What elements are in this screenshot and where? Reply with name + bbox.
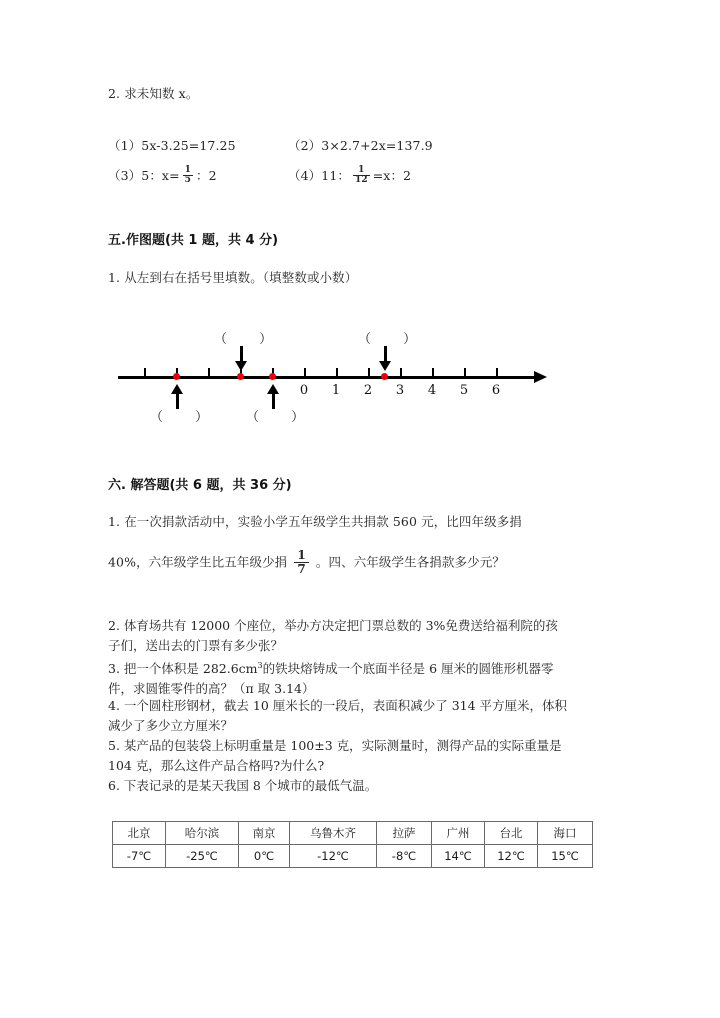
temperature-cell: 14℃ xyxy=(432,845,485,868)
equation-4-numerator: 1 xyxy=(358,164,365,175)
problem-3-exponent: 3 xyxy=(257,661,263,670)
axis-label-3: 3 xyxy=(395,383,405,398)
tick-mark xyxy=(304,368,306,377)
number-line-axis xyxy=(118,376,536,379)
problem-3-post: 的铁块熔铸成一个底面半径是 6 厘米的圆锥形机器零件，求圆锥零件的高？（π 取 3.14） xyxy=(108,661,554,697)
axis-label-0: 0 xyxy=(299,383,309,398)
temperature-cell: 0℃ xyxy=(239,845,290,868)
number-line-figure xyxy=(118,328,558,426)
equation-3-label: （3） xyxy=(108,168,142,183)
blank-paren-below-1[interactable]: （ ） xyxy=(150,410,223,425)
problem-1-fraction xyxy=(294,549,308,575)
equation-2-text: 3×2.7+2x=137.9 xyxy=(321,138,433,153)
equation-4-pre: 11： xyxy=(321,168,350,183)
tick-mark xyxy=(368,368,370,377)
marked-point-dot xyxy=(269,373,276,380)
equation-item-1 xyxy=(108,136,236,155)
equation-item-4 xyxy=(288,166,411,186)
equation-4-post: =x：2 xyxy=(372,168,412,183)
drawing-question: 1. 从左到右在括号里填数。（填整数或小数） xyxy=(108,270,358,285)
tick-mark xyxy=(496,368,498,377)
equation-item-3 xyxy=(108,166,217,186)
problem-3-text xyxy=(108,656,566,699)
temperature-table xyxy=(112,821,593,868)
city-cell: 乌鲁木齐 xyxy=(290,822,377,845)
section-heading-solving: 六. 解答题(共 6 题，共 36 分) xyxy=(108,478,292,493)
equation-3-pre: 5：x= xyxy=(141,168,180,183)
tick-mark xyxy=(400,368,402,377)
city-cell: 海口 xyxy=(538,822,593,845)
equation-3-denominator: 5 xyxy=(184,175,192,185)
equation-item-2 xyxy=(288,136,433,155)
tick-mark xyxy=(464,368,466,377)
problem-6-text: 6. 下表记录的是某天我国 8 个城市的最低气温。 xyxy=(108,778,378,793)
problem-1-numerator: 1 xyxy=(297,548,306,562)
city-cell: 台北 xyxy=(485,822,538,845)
axis-label-2: 2 xyxy=(363,383,373,398)
tick-mark xyxy=(336,368,338,377)
axis-label-1: 1 xyxy=(331,383,341,398)
equation-2-label: （2） xyxy=(288,138,322,153)
problem-1-line-2-pre: 40%，六年级学生比五年级少捐 xyxy=(108,554,288,570)
tick-mark xyxy=(208,368,210,377)
blank-paren-below-2[interactable]: （ ） xyxy=(246,410,319,425)
problem-2-text: 2. 体育场共有 12000 个座位，举办方决定把门票总数的 3%免费送给福利院的孩子们，送出去的门票有多少张？ xyxy=(108,618,558,653)
problem-5-text: 5. 某产品的包装袋上标明重量是 100±3 克，实际测量时，测得产品的实际重量是 104 克，那么这件产品合格吗?为什么? xyxy=(108,738,562,773)
equation-1-label: （1） xyxy=(108,138,142,153)
equation-1-text: 5x-3.25=17.25 xyxy=(141,138,236,153)
axis-arrow-icon xyxy=(534,371,547,383)
equation-4-fraction xyxy=(353,166,370,186)
table-row-cities xyxy=(113,822,593,845)
city-cell: 拉萨 xyxy=(377,822,432,845)
section-heading-drawing: 五.作图题(共 1 题，共 4 分) xyxy=(108,233,279,248)
blank-paren-above-2[interactable]: （ ） xyxy=(358,332,431,347)
temperature-cell: -25℃ xyxy=(166,845,239,868)
tick-mark xyxy=(432,368,434,377)
tick-mark xyxy=(144,368,146,377)
problem-1-line-1: 1. 在一次捐款活动中，实验小学五年级学生共捐款 560 元，比四年级多捐 xyxy=(108,514,522,529)
problem-1-denominator: 7 xyxy=(294,562,308,576)
marked-point-dot xyxy=(237,373,244,380)
problem-4-text: 4. 一个圆柱形钢材，截去 10 厘米长的一段后，表面积减少了 314 平方厘米，体积减少了多少立方厘米？ xyxy=(108,698,568,733)
axis-label-4: 4 xyxy=(427,383,437,398)
equation-3-post: ：2 xyxy=(196,168,217,183)
blank-paren-above-1[interactable]: （ ） xyxy=(214,332,287,347)
equation-3-numerator: 1 xyxy=(184,164,192,175)
equation-4-denominator: 12 xyxy=(354,175,368,185)
arrow-down-icon xyxy=(378,346,392,372)
problem-1-line-2 xyxy=(108,550,505,576)
equations-prompt: 2. 求未知数 x。 xyxy=(108,86,199,101)
axis-label-6: 6 xyxy=(491,383,501,398)
temperature-cell: -12℃ xyxy=(290,845,377,868)
city-cell: 北京 xyxy=(113,822,166,845)
city-cell: 南京 xyxy=(239,822,290,845)
temperature-cell: -7℃ xyxy=(113,845,166,868)
problem-1-line-2-post: 。四、六年级学生各捐款多少元？ xyxy=(315,554,505,570)
temperature-cell: 12℃ xyxy=(485,845,538,868)
problem-3-pre: 3. 把一个体积是 282.6cm xyxy=(108,661,258,677)
marked-point-dot xyxy=(173,373,180,380)
equation-4-label: （4） xyxy=(288,168,322,183)
marked-point-dot xyxy=(381,373,388,380)
city-cell: 广州 xyxy=(432,822,485,845)
axis-label-5: 5 xyxy=(459,383,469,398)
equation-3-fraction xyxy=(183,166,193,186)
table-row-temperatures xyxy=(113,845,593,868)
city-cell: 哈尔滨 xyxy=(166,822,239,845)
temperature-cell: -8℃ xyxy=(377,845,432,868)
arrow-down-icon xyxy=(234,346,248,372)
temperature-cell: 15℃ xyxy=(538,845,593,868)
